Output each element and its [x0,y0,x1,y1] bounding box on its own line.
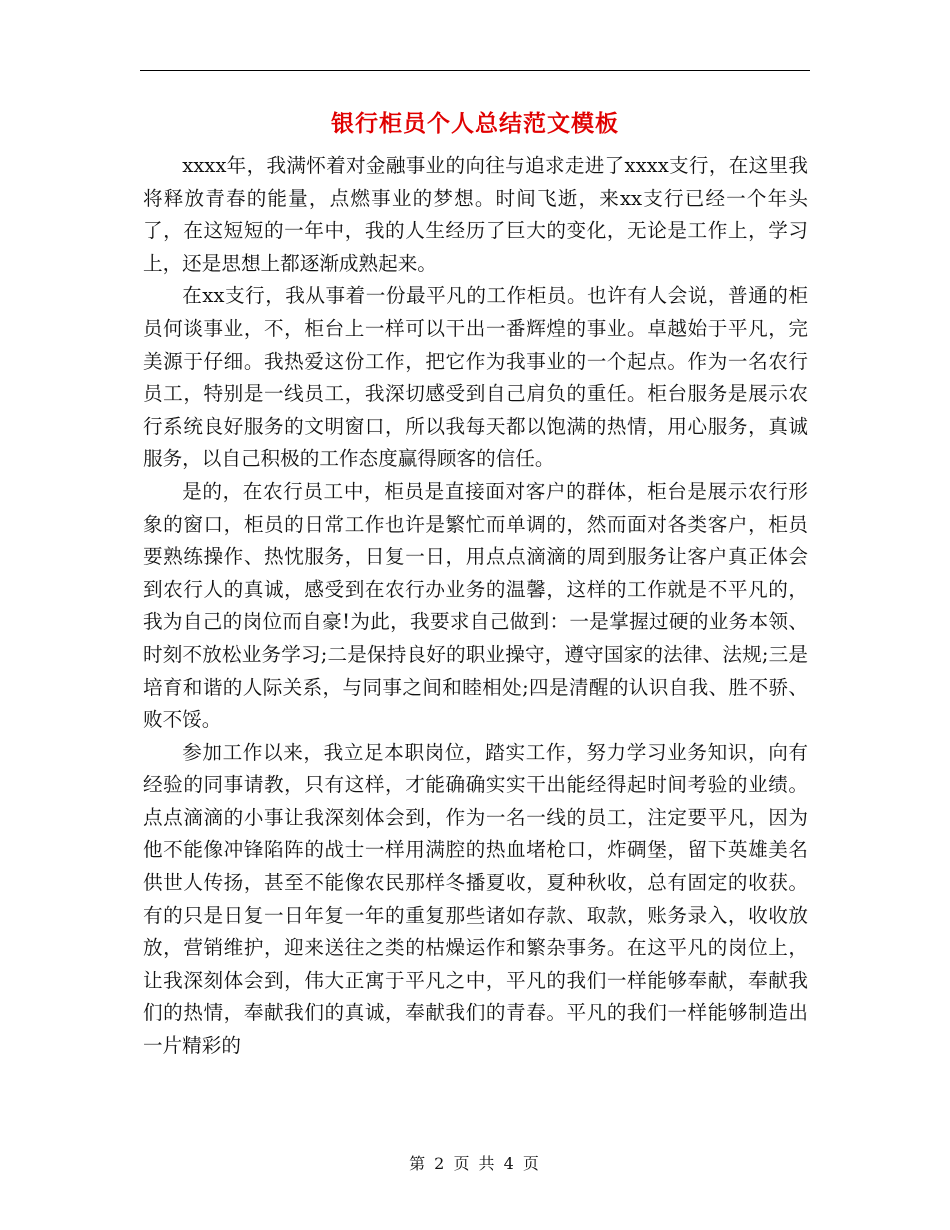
paragraph-2: 在xx支行，我从事着一份最平凡的工作柜员。也许有人会说，普通的柜员何谈事业，不，柜台上一样可以干出一番辉煌的事业。卓越始于平凡，完美源于仔细。我热爱这份工作，把它作为我事业的一个起点。作为一名农行员工，特别是一线员工，我深切感受到自己肩负的重任。柜台服务是展示农行系统良好服务的文明窗口，所以我每天都以饱满的热情，用心服务，真诚服务，以自己积极的工作态度赢得顾客的信任。 [143,284,808,471]
paragraph-4: 参加工作以来，我立足本职岗位，踏实工作，努力学习业务知识，向有经验的同事请教，只有这样，才能确确实实干出能经得起时间考验的业绩。点点滴滴的小事让我深刻体会到，作为一名一线的员工，注定要平凡，因为他不能像冲锋陷阵的战士一样用满腔的热血堵枪口，炸碉堡，留下英雄美名供世人传扬，甚至不能像农民那样冬播夏收，夏种秋收，总有固定的收获。有的只是日复一日年复一年的重复那些诸如存款、取款，账务录入，收收放放，营销维护，迎来送往之类的枯燥运作和繁杂事务。在这平凡的岗位上，让我深刻体会到，伟大正寓于平凡之中，平凡的我们一样能够奉献，奉献我们的热情，奉献我们的真诚，奉献我们的青春。平凡的我们一样能够制造出一片精彩的 [143,740,808,1058]
header-rule [140,70,810,71]
document-body [143,150,808,1063]
document-title: 银行柜员个人总结范文模板 [331,110,619,137]
page-number-footer: 第 2 页 共 4 页 [409,1154,541,1173]
paragraph-1: xxxx年，我满怀着对金融事业的向往与追求走进了xxxx支行，在这里我将释放青春的能量，点燃事业的梦想。时间飞逝，来xx支行已经一个年头了，在这短短的一年中，我的人生经历了巨大的变化，无论是工作上，学习上，还是思想上都逐渐成熟起来。 [143,154,808,275]
paragraph-3: 是的，在农行员工中，柜员是直接面对客户的群体，柜台是展示农行形象的窗口，柜员的日常工作也许是繁忙而单调的，然而面对各类客户，柜员要熟练操作、热忱服务，日复一日，用点点滴滴的周到服务让客户真正体会到农行人的真诚，感受到在农行办业务的温馨，这样的工作就是不平凡的，我为自己的岗位而自豪!为此，我要求自己做到：一是掌握过硬的业务本领、时刻不放松业务学习;二是保持良好的职业操守，遵守国家的法律、法规;三是培育和谐的人际关系，与同事之间和睦相处;四是清醒的认识自我、胜不骄、败不馁。 [143,479,808,732]
